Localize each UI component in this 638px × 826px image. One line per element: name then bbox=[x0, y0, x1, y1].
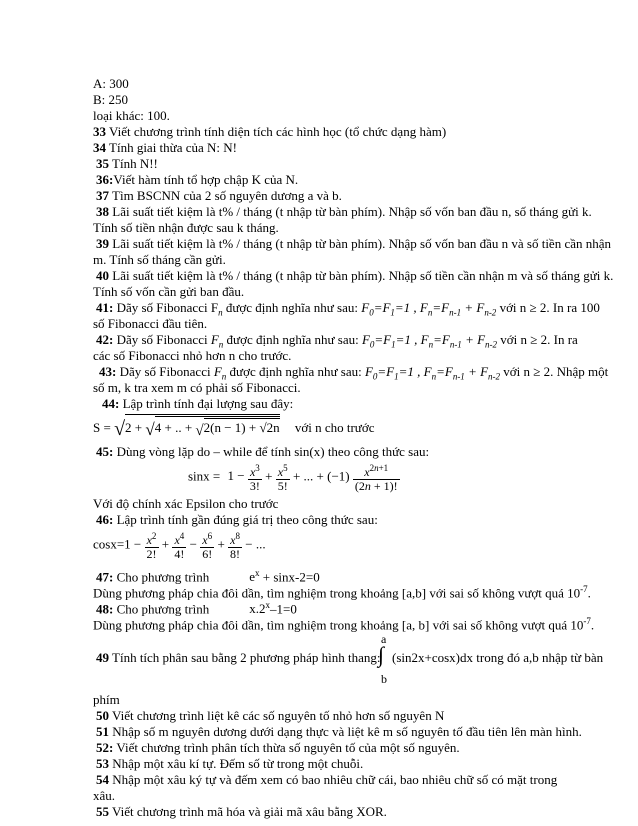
exercise-41: 41: Dãy số Fibonacci $F_n$ được định nghĩa như sau: $F_0=F_1=1$ , $F_n=F_{n-1} + F_{n-2}$ với n ≥ 2. In ra 100 bbox=[96, 300, 600, 318]
exercise-44: 44: Lập trình tính đại lượng sau đây: bbox=[102, 396, 294, 411]
exercise-49-integrand: (sin2x+cosx)dx trong đó a,b nhập từ bàn bbox=[392, 650, 604, 665]
exercise-51: 51 Nhập số m nguyên dương dưới dạng thực và liệt kê m số nguyên tố đầu tiên lên màn hình. bbox=[96, 724, 582, 739]
exercise-43: 43: Dãy số Fibonacci $F_n$ được định nghĩa như sau: $F_0=F_1=1$ , $F_n=F_{n-1} + F_{n-2}$ với n ≥ 2. Nhập một bbox=[99, 364, 609, 382]
exercise-49-cont: phím bbox=[93, 692, 120, 707]
exercise-41-cont: số Fibonacci đầu tiên. bbox=[93, 316, 208, 331]
exercise-35: 35 Tính N!! bbox=[96, 156, 158, 171]
exercise-42: 42: Dãy số Fibonacci $F_n$ được định nghĩa như sau: $F_0=F_1=1$ , $F_n=F_{n-1} + F_{n-2}$ với n ≥ 2. In ra bbox=[96, 332, 578, 350]
exercise-37: 37 Tìm BSCNN của 2 số nguyên dương a và b. bbox=[96, 188, 342, 203]
exercise-55: 55 Viết chương trình mã hóa và giải mã xâu bằng XOR. bbox=[96, 804, 387, 819]
exercise-50: 50 Viết chương trình liệt kê các số nguyên tố nhỏ hơn số nguyên N bbox=[96, 708, 445, 723]
text-line: loại khác: 100. bbox=[93, 108, 170, 123]
exercise-43-cont: số m, k tra xem m có phải số Fibonacci. bbox=[93, 380, 301, 395]
exercise-38-cont: Tính số tiền nhận được sau k tháng. bbox=[93, 220, 279, 235]
exercise-54: 54 Nhập một xâu ký tự và đếm xem có bao nhiêu chữ cái, bao nhiêu chữ số có mặt trong bbox=[96, 772, 558, 787]
exercise-36: 36:Viết hàm tính tổ hợp chập K của N. bbox=[96, 172, 299, 187]
formula-sin: sinx = 1 − $\frac{x^3}{3!}$ + $\frac{x^5}{5!}$ + ... + (−1) $\frac{x^{2n+1}}{(2n + 1)!}$ bbox=[188, 463, 398, 493]
text-line: A: 300 bbox=[93, 76, 129, 91]
integral-sign: ∫ bbox=[378, 642, 385, 667]
exercise-40-cont: Tính số vốn cần gửi ban đầu. bbox=[93, 284, 245, 299]
exercise-48-cont: Dùng phương pháp chia đôi dần, tìm nghiệm trong khoảng [a, b] với sai số không vượt quá $10^{-7}$. bbox=[93, 616, 595, 633]
exercise-38: 38 Lãi suất tiết kiệm là t% / tháng (t nhập từ bàn phím). Nhập số vốn ban đầu n, số tháng gửi k. bbox=[96, 204, 592, 219]
exercise-47-cont: Dùng phương pháp chia đôi dần, tìm nghiệm trong khoảng [a,b] với sai số không vượt quá $10^{-7}$. bbox=[93, 584, 591, 601]
exercise-49: 49 Tính tích phân sau bằng 2 phương pháp hình thang: bbox=[96, 650, 381, 665]
exercise-42-cont: các số Fibonacci nhỏ hơn n cho trước. bbox=[93, 348, 292, 363]
exercise-47: 47: Cho phương trình $e^x + \sin x-2=0$ bbox=[96, 568, 320, 585]
exercise-53: 53 Nhập một xâu kí tự. Đếm số từ trong một chuỗi. bbox=[96, 756, 364, 771]
exercise-54-cont: xâu. bbox=[93, 788, 116, 803]
exercise-39-cont: m. Tính số tháng cần gửi. bbox=[93, 252, 226, 267]
integral-lower: b bbox=[381, 672, 387, 686]
formula-s: S = √2 + √4 + .. + √2(n − 1) + √2n với n cho trước bbox=[93, 414, 375, 441]
integral-upper: a bbox=[381, 632, 387, 646]
formula-cos: cosx=1 − $\frac{x^2}{2!}$ + $\frac{x^4}{4!}$ − $\frac{x^6}{6!}$ + $\frac{x^8}{8!}$ − ... bbox=[93, 531, 266, 561]
text-line: B: 250 bbox=[93, 92, 129, 107]
exercise-52: 52: Viết chương trình phân tích thừa số nguyên tố của một số nguyên. bbox=[96, 740, 460, 755]
exercise-46: 46: Lập trình tính gần đúng giá trị theo công thức sau: bbox=[96, 512, 378, 527]
exercise-39: 39 Lãi suất tiết kiệm là t% / tháng (t nhập từ bàn phím). Nhập số vốn ban đầu n và số tiền cần nhận bbox=[96, 236, 612, 251]
exercise-33: 33 Viết chương trình tính diện tích các hình học (tổ chức dạng hàm) bbox=[93, 124, 447, 139]
exercise-40: 40 Lãi suất tiết kiệm là t% / tháng (t nhập từ bàn phím). Nhập số tiền cần nhận m và số tháng gửi k. bbox=[96, 268, 614, 283]
exercise-34: 34 Tính giai thừa của N: N! bbox=[93, 140, 237, 155]
exercise-45: 45: Dùng vòng lặp do – while để tính sin(x) theo công thức sau: bbox=[96, 444, 430, 459]
exercise-48: 48: Cho phương trình $x.2^x-1=0$ bbox=[96, 600, 297, 617]
text-line: Với độ chính xác Epsilon cho trước bbox=[93, 496, 279, 511]
